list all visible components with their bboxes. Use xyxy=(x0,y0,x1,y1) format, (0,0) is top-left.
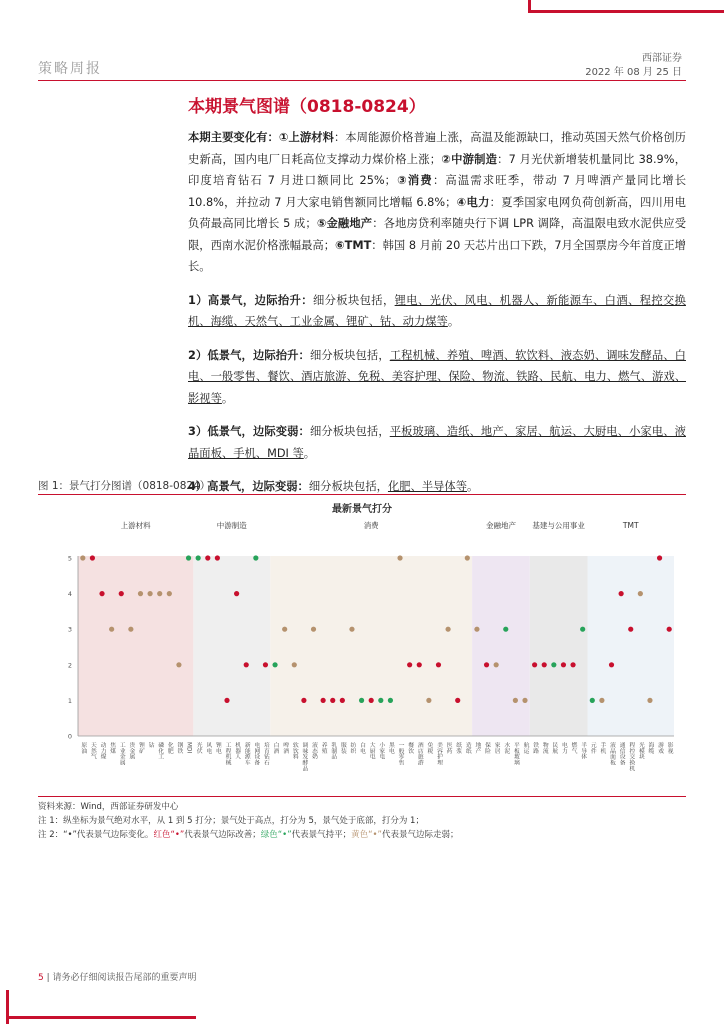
score-dot xyxy=(542,662,547,667)
x-tick-label: 动力煤 xyxy=(99,742,106,760)
score-dot xyxy=(157,591,162,596)
score-dot xyxy=(647,698,652,703)
item-post: 。 xyxy=(221,391,234,405)
summary-s4-text: ：夏季国家电网负荷创新高，四川用电负荷最高同比增长 5 成； xyxy=(188,195,686,230)
group-band xyxy=(472,556,530,736)
score-dot xyxy=(667,627,672,632)
score-dot xyxy=(292,662,297,667)
x-tick-label: 贵金属 xyxy=(127,742,134,760)
score-dot xyxy=(638,591,643,596)
x-tick-label: 物流 xyxy=(541,742,548,754)
score-dot xyxy=(494,662,499,667)
legend-red-label: 红色“•” xyxy=(153,830,185,840)
score-dot xyxy=(321,698,326,703)
item-pre: 细分板块包括， xyxy=(308,480,388,493)
item-label: 1）高景气，边际抬升： xyxy=(188,293,313,307)
x-tick-label: 造纸 xyxy=(464,742,471,754)
x-tick-label: 光模块 xyxy=(637,742,644,760)
item-post: 。 xyxy=(303,446,316,460)
score-dot xyxy=(311,627,316,632)
score-dot xyxy=(244,662,249,667)
item-label: 3）低景气，边际变弱： xyxy=(188,425,310,438)
score-dot xyxy=(484,662,489,667)
score-dot xyxy=(340,698,345,703)
score-dot xyxy=(90,555,95,560)
footer-disclaimer: 请务必仔细阅读报告尾部的重要声明 xyxy=(52,973,197,983)
page-number: 5 xyxy=(38,973,44,983)
score-dot xyxy=(599,698,604,703)
score-dot xyxy=(109,627,114,632)
score-dot xyxy=(301,698,306,703)
x-tick-label: 焦煤 xyxy=(108,742,115,754)
x-tick-label: 燃气 xyxy=(570,742,577,754)
x-tick-label: 酒店旅游 xyxy=(416,742,423,766)
score-dot xyxy=(503,627,508,632)
note-2 xyxy=(38,828,686,842)
figure-notes xyxy=(38,800,686,842)
x-tick-label: MDI xyxy=(185,742,192,754)
item-label: 4）高景气，边际变弱： xyxy=(188,480,309,493)
x-tick-label: 大厨电 xyxy=(368,742,375,760)
x-tick-label: 液态奶 xyxy=(310,742,317,760)
summary-s5-label: ⑤金融地产 xyxy=(316,217,373,230)
x-tick-label: 小家电 xyxy=(377,742,384,760)
group-label: 消费 xyxy=(363,521,379,530)
x-tick-label: 通信设备 xyxy=(618,742,625,766)
score-dot xyxy=(234,591,239,596)
x-tick-label: 钢铁 xyxy=(175,742,182,754)
x-tick-label: 养殖 xyxy=(320,742,327,754)
note-1: 注 1：纵坐标为景气绝对水平，从 1 到 5 打分；景气处于高点，打分为 5，景气处于底部，打分为 1； xyxy=(38,816,424,826)
group-label: TMT xyxy=(622,521,639,530)
item-2 xyxy=(188,345,686,410)
item-list: 化肥、半导体等 xyxy=(387,480,468,493)
score-dot xyxy=(388,698,393,703)
score-dot xyxy=(80,555,85,560)
x-tick-label: 液晶面板 xyxy=(608,742,615,766)
score-dot xyxy=(263,662,268,667)
item-list: 锂电、光伏、风电、机器人、新能源车、白酒、程控交换机、海缆、天然气、工业金属、锂矿、钴、动力煤等 xyxy=(188,293,686,328)
group-label: 上游材料 xyxy=(120,521,151,530)
x-tick-label: 风电 xyxy=(204,742,211,754)
summary-s2-text: ：7 月光伏新增装机量同比 38.9%，印度培育钻石 7 月进口额同比 25%； xyxy=(188,152,686,187)
score-dot xyxy=(224,698,229,703)
group-band xyxy=(193,556,270,736)
x-tick-label: 工业金属 xyxy=(118,742,125,766)
x-tick-label: 白电 xyxy=(358,742,365,754)
y-tick-label: 1 xyxy=(67,696,72,705)
item-pre: 细分板块包括， xyxy=(309,348,390,362)
x-tick-label: 民航 xyxy=(550,742,557,754)
legend-green-label: 绿色“•” xyxy=(260,830,292,840)
x-tick-label: 地产 xyxy=(473,742,480,754)
score-dot xyxy=(378,698,383,703)
summary-s4-label: ④电力 xyxy=(456,195,490,209)
summary-s3-text: ：高温需求旺季，带动 7 月啤酒产量同比增长 10.8%，并拉动 7 月大家电销售额同比增幅 6.8%； xyxy=(188,174,686,209)
score-dot xyxy=(186,555,191,560)
summary-s5-text: ：各地房贷利率随央行下调 LPR 调降，高温限电致水泥供应受限，西南水泥价格涨幅最高； xyxy=(188,217,686,252)
x-tick-label: 啤酒 xyxy=(281,742,288,754)
chart-title: 最新景气打分 xyxy=(332,504,392,515)
corner-decoration-bottom xyxy=(6,1016,196,1019)
group-label: 中游制造 xyxy=(216,521,247,530)
score-dot xyxy=(561,662,566,667)
x-tick-label: 软饮料 xyxy=(291,742,298,760)
x-tick-label: 新能源车 xyxy=(243,742,250,766)
figure-caption: 图 1：景气打分图谱（0818-0824） xyxy=(38,480,211,492)
score-dot xyxy=(580,627,585,632)
x-tick-label: 锂矿 xyxy=(137,742,144,754)
score-dot xyxy=(619,591,624,596)
item-pre: 细分板块包括， xyxy=(309,425,390,438)
summary-lead: 本期主要变化有： xyxy=(188,131,279,144)
report-date: 2022 年 08 月 25 日 xyxy=(585,67,682,78)
score-dot xyxy=(407,662,412,667)
figure-divider xyxy=(38,494,686,495)
x-tick-label: 调味发酵品 xyxy=(300,742,307,771)
page-footer: 5 | 请务必仔细阅读报告尾部的重要声明 xyxy=(38,973,197,983)
x-tick-label: 服装 xyxy=(339,742,346,754)
note-2-prefix: 注 2：“•”代表景气边际变化。 xyxy=(38,830,154,840)
x-tick-label: 化肥 xyxy=(166,742,173,754)
summary-s1-text: ：本周能源价格普遍上涨，高温及能源缺口，推动英国天然气价格创历史新高，国内电厂日耗高位支撑动力煤价格上涨； xyxy=(188,131,686,166)
item-label: 2）低景气，边际抬升： xyxy=(188,348,310,362)
score-dot xyxy=(570,662,575,667)
legend-red-desc: 代表景气边际改善； xyxy=(184,830,261,840)
x-tick-label: 黑电 xyxy=(387,742,394,754)
score-dot xyxy=(253,555,258,560)
score-dot xyxy=(551,662,556,667)
score-dot xyxy=(369,698,374,703)
x-tick-label: 元件 xyxy=(589,742,596,754)
x-tick-label: 程控交换机 xyxy=(627,742,634,771)
x-tick-label: 美容护理 xyxy=(435,742,442,766)
x-tick-label: 游戏 xyxy=(656,742,663,754)
x-tick-label: 铁路 xyxy=(531,742,538,754)
legend-tan-desc: 代表景气边际走弱； xyxy=(381,830,459,840)
summary-s3-label: ③消费 xyxy=(395,174,433,187)
x-tick-label: 工程机械 xyxy=(224,742,230,766)
x-tick-label: 影视 xyxy=(666,742,673,754)
item-3 xyxy=(188,421,686,464)
score-dot xyxy=(522,698,527,703)
score-dot xyxy=(167,591,172,596)
x-tick-label: 海缆 xyxy=(646,742,653,754)
source-divider xyxy=(38,796,686,797)
score-dot xyxy=(349,627,354,632)
x-tick-label: 一般零售 xyxy=(397,742,404,766)
score-dot xyxy=(465,555,470,560)
score-dot xyxy=(330,698,335,703)
x-tick-label: 天然气 xyxy=(89,742,96,760)
x-tick-label: 纺织 xyxy=(348,742,355,754)
score-dot xyxy=(397,555,402,560)
score-dot xyxy=(196,555,201,560)
corner-decoration-top-v xyxy=(528,0,531,13)
group-label: 金融地产 xyxy=(485,521,516,530)
summary-paragraph xyxy=(188,127,686,498)
score-dot xyxy=(417,662,422,667)
x-tick-label: 餐饮 xyxy=(406,742,413,754)
x-tick-label: 平板玻璃 xyxy=(512,742,519,766)
x-tick-label: 免税 xyxy=(425,742,432,754)
score-dot xyxy=(426,698,431,703)
score-dot xyxy=(513,698,518,703)
group-label: 基建与公用事业 xyxy=(532,521,585,530)
score-dot xyxy=(445,627,450,632)
score-chart xyxy=(38,498,686,794)
score-dot xyxy=(609,662,614,667)
x-tick-label: 医药 xyxy=(445,742,452,754)
x-tick-label: 原油 xyxy=(79,742,86,754)
score-dot xyxy=(176,662,181,667)
x-tick-label: 电力 xyxy=(560,742,567,754)
legend-green-desc: 代表景气持平； xyxy=(291,830,352,840)
score-dot xyxy=(215,555,220,560)
source-note: 资料来源：Wind，西部证券研发中心 xyxy=(38,802,179,812)
summary-s1-label: ①上游材料 xyxy=(278,131,334,144)
item-list: 工程机械、养殖、啤酒、软饮料、液态奶、调味发酵品、白电、一般零售、餐饮、酒店旅游、免税、美容护理、保险、物流、铁路、民航、电力、燃气、游戏、影视等 xyxy=(188,348,686,405)
x-tick-label: 保险 xyxy=(483,742,490,754)
score-dot xyxy=(205,555,210,560)
score-dot xyxy=(474,627,479,632)
x-tick-label: 纸浆 xyxy=(454,742,461,754)
score-dot xyxy=(147,591,152,596)
company-name: 西部证券 xyxy=(642,53,682,64)
x-tick-label: 航运 xyxy=(522,742,528,754)
x-tick-label: 白酒 xyxy=(272,742,279,754)
group-band xyxy=(270,556,472,736)
score-dot xyxy=(138,591,143,596)
score-dot xyxy=(436,662,441,667)
y-tick-label: 2 xyxy=(67,661,72,670)
group-band xyxy=(530,556,588,736)
report-type: 策略周报 xyxy=(38,61,102,77)
score-dot xyxy=(455,698,460,703)
item-1 xyxy=(188,290,686,333)
score-dot xyxy=(282,627,287,632)
score-dot xyxy=(657,555,662,560)
score-dot xyxy=(532,662,537,667)
x-tick-label: 乳制品 xyxy=(329,742,336,760)
score-dot xyxy=(272,662,277,667)
score-dot xyxy=(590,698,595,703)
item-post: 。 xyxy=(447,315,460,328)
item-list: 平板玻璃、造纸、地产、家居、航运、大厨电、小家电、液晶面板、手机、MDI 等 xyxy=(188,425,686,460)
chart-container xyxy=(38,498,686,794)
x-tick-label: 水泥 xyxy=(502,742,509,754)
item-pre: 细分板块包括， xyxy=(312,293,395,307)
group-band xyxy=(78,556,193,736)
legend-tan-label: 黄色“•” xyxy=(351,830,382,840)
corner-decoration-top xyxy=(528,10,724,13)
x-tick-label: 半导体 xyxy=(579,742,586,760)
score-dot xyxy=(628,627,633,632)
x-tick-label: 培育钻石 xyxy=(262,742,269,766)
summary-s6-text: ：韩国 8 月前 20 天芯片出口下跌，7月全国票房今年首度正增长。 xyxy=(188,238,686,273)
section-title: 本期景气图谱（0818-0824） xyxy=(188,97,426,117)
group-band xyxy=(587,556,674,736)
x-tick-label: 电网设备 xyxy=(252,742,259,766)
x-tick-label: 锂电 xyxy=(214,742,221,754)
y-tick-label: 4 xyxy=(67,590,72,599)
header-divider xyxy=(38,80,686,81)
x-tick-label: 家居 xyxy=(493,742,500,754)
header-right xyxy=(585,52,682,80)
x-tick-label: 钴 xyxy=(147,742,154,748)
y-tick-label: 0 xyxy=(67,732,72,741)
x-tick-label: 机器人 xyxy=(233,742,240,760)
x-tick-label: 手机 xyxy=(598,742,605,754)
summary-s6-label: ⑥TMT xyxy=(335,238,372,252)
score-dot xyxy=(128,627,133,632)
score-dot xyxy=(359,698,364,703)
x-tick-label: 光伏 xyxy=(195,742,202,754)
item-post: 。 xyxy=(467,480,479,493)
summary-s2-label: ②中游制造 xyxy=(441,152,498,166)
x-tick-label: 磷化工 xyxy=(156,742,163,760)
score-dot xyxy=(119,591,124,596)
score-dot xyxy=(99,591,104,596)
y-tick-label: 5 xyxy=(67,554,72,563)
y-tick-label: 3 xyxy=(67,625,72,634)
